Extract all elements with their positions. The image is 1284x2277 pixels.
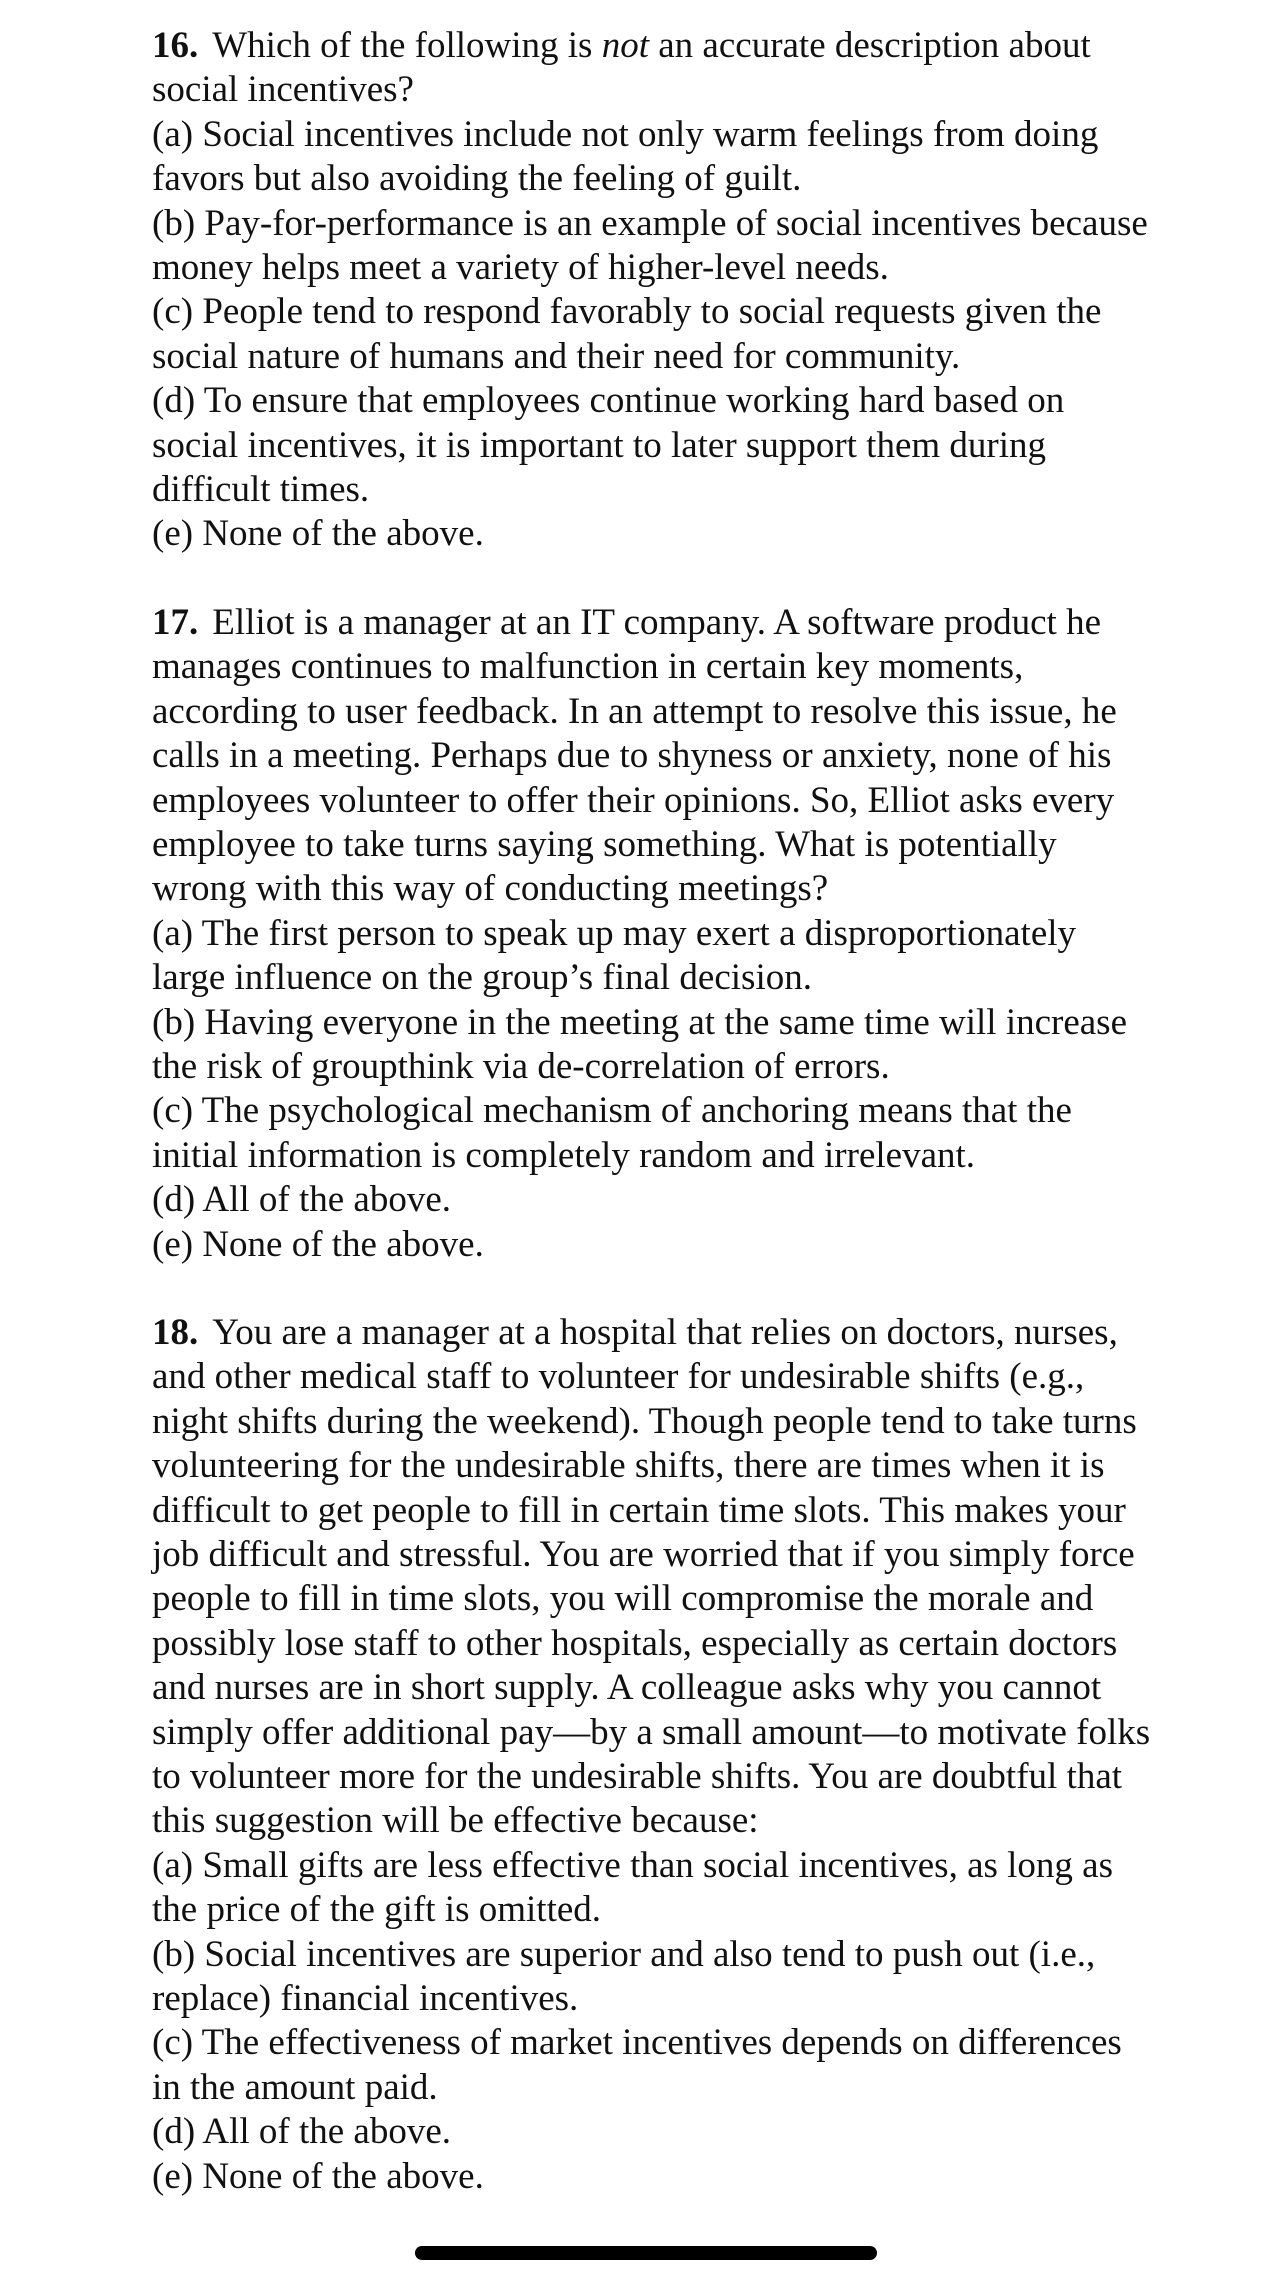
question-stem — [152, 601, 1152, 912]
document-page — [152, 24, 1152, 2199]
question-stem — [152, 24, 1152, 113]
question-number: 17. — [152, 601, 199, 643]
option-c: (c) The effectiveness of market incentives depends on differences in the amount paid. — [152, 2022, 1122, 2108]
question-16 — [152, 24, 1152, 557]
option-b: (b) Having everyone in the meeting at the same time will increase the risk of groupthink via de-correlation of errors. — [152, 1001, 1128, 1087]
question-number: 18. — [152, 1311, 199, 1353]
option-e: (e) None of the above. — [152, 2155, 484, 2197]
option-e: (e) None of the above. — [152, 1223, 484, 1265]
option-a: (a) The first person to speak up may exert a disproportionately large influence on the group’s final decision. — [152, 912, 1077, 999]
stem-emphasis: not — [601, 25, 649, 66]
option-b: (b) Social incentives are superior and also tend to push out (i.e., replace) financial incentives. — [152, 1933, 1096, 2020]
question-stem — [152, 1311, 1152, 1844]
option-a: (a) Small gifts are less effective than social incentives, as long as the price of the gift is omitted. — [152, 1844, 1114, 1931]
question-17 — [152, 601, 1152, 1267]
home-indicator-bar[interactable] — [415, 2246, 877, 2260]
stem-text: You are a manager at a hospital that relies on doctors, nurses, and other medical staff to volunteer for undesirable shifts (e.g., night shifts during the weekend). Though people tend to take turns volunteering for the undesirable shifts, there are times when it is difficult to get people to fill in certain time slots. This makes your job difficult and stressful. You are worried that if you simply force people to fill in time slots, you will compromise the morale and possibly lose staff to other hospitals, especially as certain doctors and nurses are in short supply. A colleague asks why you cannot simply offer additional pay—by a small amount—to motivate folks to volunteer more for the undesirable shifts. You are doubtful that this suggestion will be effective because: — [152, 1311, 1151, 1842]
option-d: (d) All of the above. — [152, 1179, 451, 1221]
option-b: (b) Pay-for-performance is an example of social incentives because money helps meet a variety of higher-level needs. — [152, 202, 1148, 289]
stem-text-end: an accurate description about social incentives? — [152, 25, 1091, 111]
stem-text-start: Which of the following is — [212, 25, 593, 66]
option-e: (e) None of the above. — [152, 513, 484, 555]
option-d: (d) To ensure that employees continue working hard based on social incentives, it is important to later support them during difficult times. — [152, 380, 1065, 511]
question-18 — [152, 1311, 1152, 2199]
question-number: 16. — [152, 25, 199, 66]
option-d: (d) All of the above. — [152, 2111, 451, 2153]
stem-text: Elliot is a manager at an IT company. A software product he manages continues to malfunction in certain key moments, according to user feedback. In an attempt to resolve this issue, he calls in a meeting. Perhaps due to shyness or anxiety, none of his employees volunteer to offer their opinions. So, Elliot asks every employee to take turns saying something. What is potentially wrong with this way of conducting meetings? — [152, 601, 1117, 910]
option-a: (a) Social incentives include not only warm feelings from doing favors but also avoiding the feeling of guilt. — [152, 113, 1099, 200]
option-c: (c) The psychological mechanism of anchoring means that the initial information is completely random and irrelevant. — [152, 1090, 1072, 1176]
option-c: (c) People tend to respond favorably to social requests given the social nature of humans and their need for community. — [152, 291, 1102, 377]
